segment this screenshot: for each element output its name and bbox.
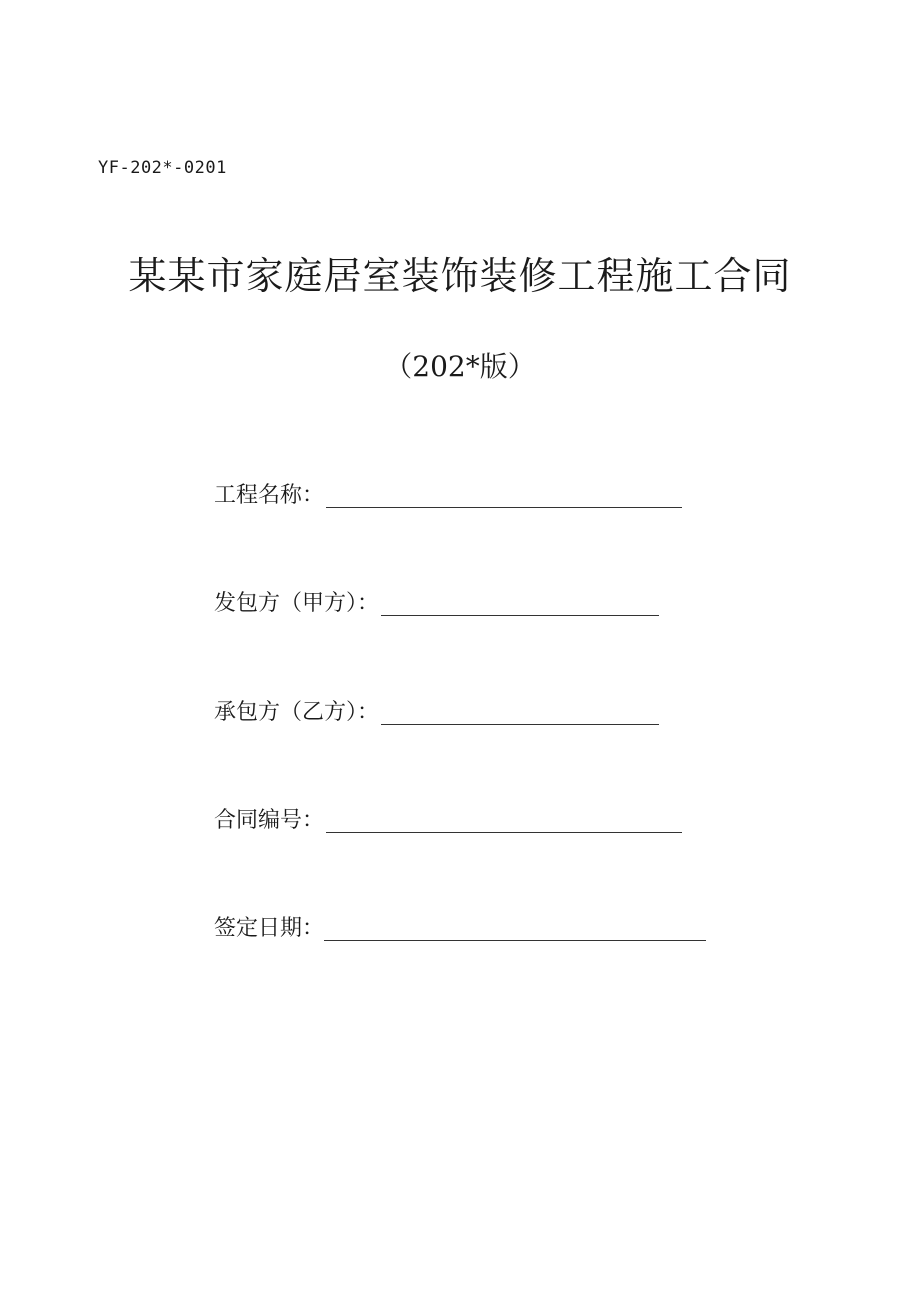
party-a-blank[interactable] <box>381 593 659 616</box>
document-edition: （202*版） <box>384 350 536 383</box>
party-b-field <box>214 697 659 729</box>
project-name-field <box>214 480 682 512</box>
party-b-label: 承包方（乙方）： <box>214 700 380 725</box>
document-code: YF-202*-0201 <box>98 158 227 178</box>
signing-date-label: 签定日期： <box>214 916 325 941</box>
party-a-field <box>214 588 659 620</box>
document-title: 某某市家庭居室装饰装修工程施工合同 <box>128 254 792 298</box>
project-name-blank[interactable] <box>326 485 682 508</box>
contract-number-field <box>214 805 682 837</box>
party-b-blank[interactable] <box>381 702 659 725</box>
project-name-label: 工程名称： <box>214 483 325 508</box>
contract-number-blank[interactable] <box>326 810 682 833</box>
contract-number-label: 合同编号： <box>214 808 325 833</box>
signing-date-blank[interactable] <box>324 918 706 941</box>
signing-date-field <box>214 913 706 945</box>
party-a-label: 发包方（甲方）： <box>214 591 380 616</box>
